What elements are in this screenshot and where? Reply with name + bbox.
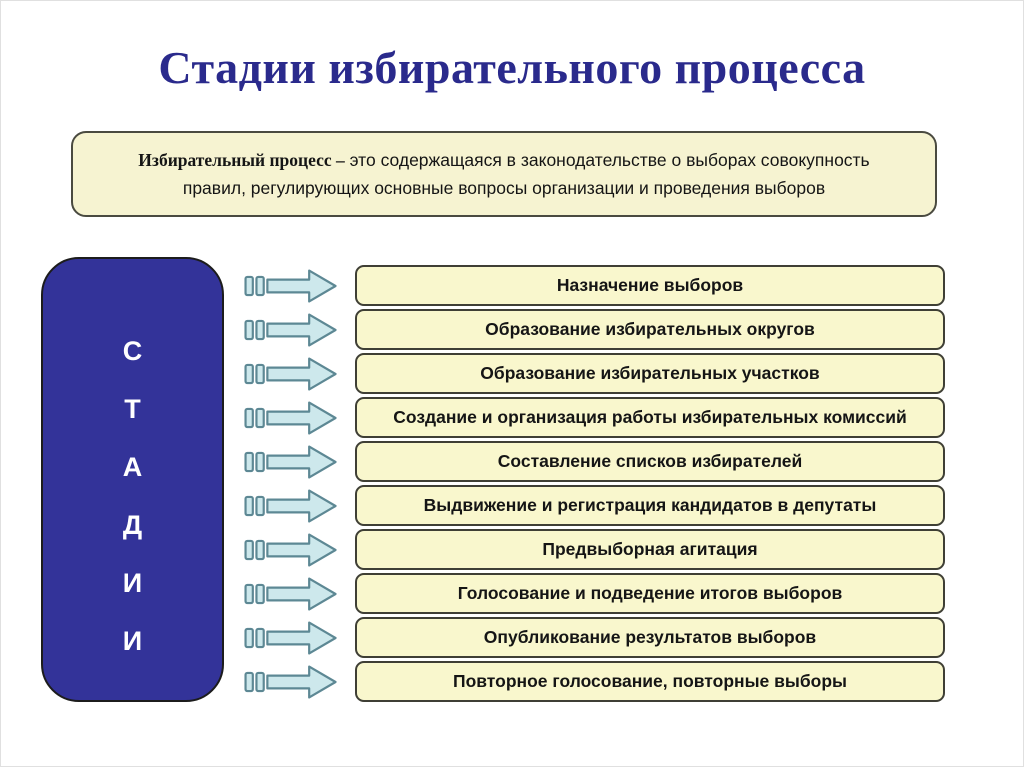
stage-box [355,441,945,482]
stage-label: Выдвижение и регистрация кандидатов в депутаты [423,495,877,515]
stage-label: Голосование и подведение итогов выборов [457,583,843,603]
stage-box [355,661,945,702]
stages-letter: А [122,452,143,482]
stage-row [239,265,945,306]
arrow-right-icon [239,574,343,614]
definition-box [71,131,937,217]
stage-box [355,617,945,658]
stage-row [239,397,945,438]
stages-letter: Д [122,510,143,540]
arrow-right-icon [239,398,343,438]
stage-label: Образование избирательных округов [485,319,815,339]
stage-label: Образование избирательных участков [480,363,820,383]
stage-label: Назначение выборов [556,275,744,295]
stages-letter: С [122,336,143,366]
stage-row [239,309,945,350]
stage-box [355,573,945,614]
arrow-right-icon [239,310,343,350]
stage-label: Опубликование результатов выборов [483,627,817,647]
arrow-right-icon [239,530,343,570]
stage-row [239,441,945,482]
arrow-right-icon [239,442,343,482]
definition-term: Избирательный процесс – [138,150,345,170]
stage-label: Предвыборная агитация [542,539,758,559]
stage-label: Составление списков избирателей [497,451,803,471]
stage-row [239,529,945,570]
definition-body: это содержащаяся в законодательстве о выборах совокупность правил, регулирующих основные вопросы организации и проведения выборов [182,150,870,198]
arrow-right-icon [239,662,343,702]
arrow-right-icon [239,486,343,526]
stages-letter: Т [124,394,141,424]
stage-row [239,353,945,394]
page-title: Стадии избирательного процесса [158,42,866,93]
stages-letter: И [122,568,143,598]
stage-label: Повторное голосование, повторные выборы [453,671,847,691]
arrow-right-icon [239,266,343,306]
arrow-right-icon [239,354,343,394]
stage-box [355,265,945,306]
stage-row [239,661,945,702]
stage-rows [239,265,945,702]
stages-label-panel [41,257,224,702]
stages-letter: И [122,626,143,656]
stage-row [239,617,945,658]
stage-label: Создание и организация работы избирательных комиссий [393,407,907,427]
stage-box [355,397,945,438]
stage-row [239,573,945,614]
stage-box [355,309,945,350]
stage-box [355,529,945,570]
arrow-right-icon [239,618,343,658]
stage-box [355,353,945,394]
stage-box [355,485,945,526]
stage-row [239,485,945,526]
definition-text [107,146,901,202]
